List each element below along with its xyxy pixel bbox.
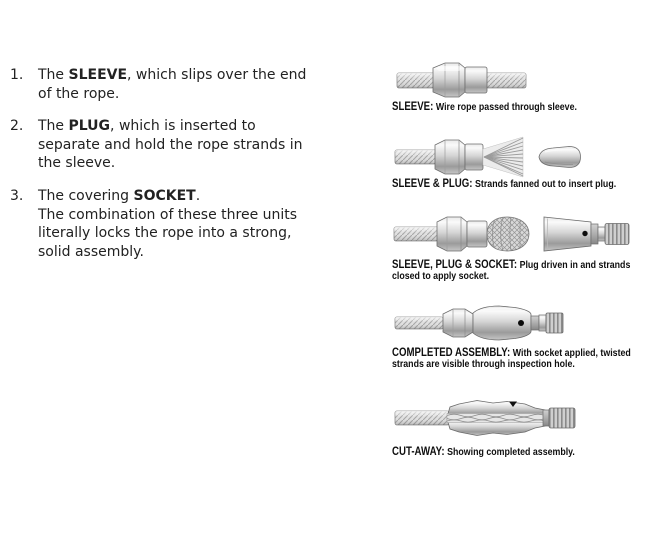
caption-label: SLEEVE & PLUG: xyxy=(392,178,473,190)
text-segment: literally locks the rope into a strong, xyxy=(38,225,292,241)
sleeve-illustration xyxy=(395,60,530,100)
figure-caption xyxy=(392,447,650,458)
text-segment: The xyxy=(38,118,69,134)
text-line xyxy=(38,206,355,225)
term-plug: PLUG xyxy=(68,118,111,134)
threaded-end xyxy=(605,224,629,245)
text-segment: , which slips over the end xyxy=(127,67,307,83)
caption-text: Strands fanned out to insert plug. xyxy=(475,178,617,190)
plug xyxy=(539,147,581,168)
sleeve-plug-socket-illustration xyxy=(392,210,637,258)
figure-completed-assembly xyxy=(393,300,568,346)
text-line xyxy=(38,154,355,173)
threaded-end xyxy=(543,408,575,428)
text-line xyxy=(38,187,355,206)
list-item-number: 3. xyxy=(10,188,24,204)
text-segment: , which is inserted to xyxy=(110,118,256,134)
text-line xyxy=(38,66,355,85)
list-item-socket xyxy=(10,187,355,261)
sleeve-fitting xyxy=(435,140,483,174)
caption-label: COMPLETED ASSEMBLY: xyxy=(392,347,511,359)
figure-sleeve-plug xyxy=(393,135,588,179)
socket xyxy=(544,217,629,251)
text-segment: . xyxy=(195,188,201,204)
caption-text: Wire rope passed through sleeve. xyxy=(435,101,577,113)
figure-caption xyxy=(392,348,650,370)
text-segment: The covering xyxy=(38,188,134,204)
figure-caption xyxy=(392,260,650,282)
list-item-text xyxy=(38,117,355,173)
caption-text: Showing completed assembly. xyxy=(447,446,575,458)
text-line xyxy=(38,85,355,104)
wire-rope xyxy=(394,227,439,241)
figure-sleeve xyxy=(395,60,530,100)
text-segment: The xyxy=(38,67,69,83)
list-item-sleeve xyxy=(10,66,355,103)
text-segment: the sleeve. xyxy=(38,155,116,171)
text-segment: The combination of these three units xyxy=(38,206,298,223)
text-line xyxy=(38,117,355,136)
fanned-strands xyxy=(483,137,523,177)
term-sleeve: SLEEVE xyxy=(68,67,128,83)
inner-strands xyxy=(447,414,547,423)
closed-strands-bulb xyxy=(487,217,529,251)
text-line xyxy=(38,224,355,243)
wire-rope xyxy=(395,317,443,329)
sleeve-fitting xyxy=(433,63,487,97)
list-item-text xyxy=(38,187,355,261)
list-item-number: 1. xyxy=(10,67,24,83)
wire-rope xyxy=(395,150,437,164)
sleeve-fitting xyxy=(437,217,487,251)
figure-cut-away xyxy=(393,395,588,441)
list-item-plug xyxy=(10,117,355,173)
figure-caption xyxy=(392,102,650,113)
inspection-hole xyxy=(582,231,587,236)
caption-label: SLEEVE: xyxy=(392,101,434,113)
caption-text: With socket applied, twisted strands are visible through inspection hole. xyxy=(392,347,631,370)
completed-assembly-illustration xyxy=(393,300,568,346)
cut-away-illustration xyxy=(393,395,588,441)
wire-rope xyxy=(395,411,449,425)
text-segment: solid assembly. xyxy=(38,243,144,260)
list-item-text xyxy=(38,66,355,103)
list-item-number: 2. xyxy=(10,118,24,134)
threaded-end xyxy=(546,313,563,333)
sleeve-plug-illustration xyxy=(393,135,588,179)
text-segment: of the rope. xyxy=(38,85,120,102)
text-line xyxy=(38,136,355,155)
figure-sleeve-plug-socket xyxy=(392,210,637,258)
caption-text: Plug driven in and strands closed to apply socket. xyxy=(392,259,631,282)
socket xyxy=(473,306,563,340)
text-segment: separate and hold the rope strands in xyxy=(38,136,303,153)
caption-label: SLEEVE, PLUG & SOCKET: xyxy=(392,259,518,271)
text-line xyxy=(38,243,355,262)
figure-caption xyxy=(392,179,650,190)
term-socket: SOCKET xyxy=(133,188,196,204)
caption-label: CUT-AWAY: xyxy=(392,446,445,458)
inspection-hole xyxy=(518,320,524,326)
sleeve-fitting xyxy=(443,309,473,337)
